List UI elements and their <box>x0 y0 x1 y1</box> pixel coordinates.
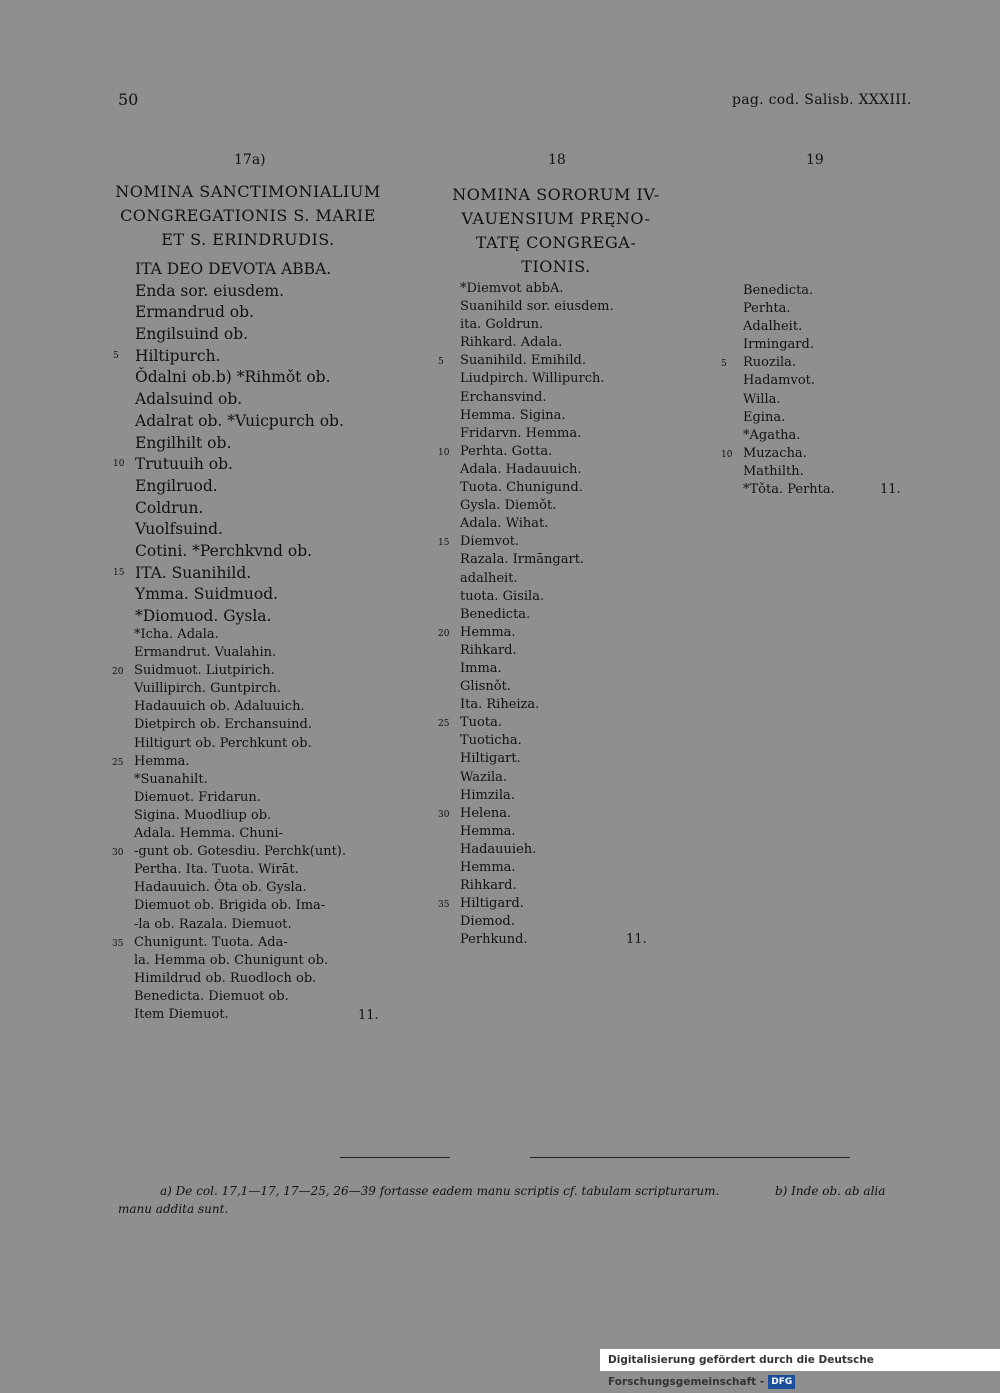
title-line: CONGREGATIONIS S. MARIE <box>120 206 376 225</box>
entry-text: Irmingard. <box>743 337 814 353</box>
list-item <box>743 410 835 428</box>
list-item <box>460 770 614 788</box>
entry-text: Tuota. <box>460 715 502 731</box>
list-item <box>460 661 614 679</box>
entry-text: Hemma. <box>460 624 516 640</box>
entry-text: -la ob. Razala. Diemuot. <box>134 916 292 932</box>
entry-text: Engilruod. <box>135 476 218 495</box>
entry-text: ita. Goldrun. <box>460 317 544 333</box>
list-item <box>113 563 344 586</box>
entry-text: Suidmuot. Liutpirich. <box>134 663 275 679</box>
entry-text: Trutuuih ob. <box>135 455 233 474</box>
list-item <box>460 788 614 806</box>
entry-text: Engilhilt ob. <box>135 433 232 452</box>
entry-text: Chunigunt. Tuota. Ada- <box>134 934 288 950</box>
list-item <box>135 282 344 304</box>
list-item <box>134 898 346 916</box>
entry-text: *Suanahilt. <box>134 771 208 787</box>
title-line: ET S. ERINDRUDIS. <box>161 230 335 249</box>
entry-text: Egina. <box>743 409 786 425</box>
line-number: 15 <box>113 567 125 578</box>
list-item <box>460 317 614 335</box>
entry-text: Glisnǒt. <box>460 679 511 695</box>
list-item <box>134 736 346 754</box>
list-item <box>438 534 614 552</box>
list-item <box>112 663 346 681</box>
list-item <box>743 482 835 500</box>
list-item <box>135 303 344 325</box>
list-item <box>460 751 614 769</box>
entry-text: Adala. Hemma. Chuni- <box>134 826 283 842</box>
entry-text: Hadamvot. <box>743 373 816 389</box>
list-item <box>460 679 614 697</box>
entry-text: Diemuot. Fridarun. <box>134 789 261 805</box>
list-item <box>460 371 614 389</box>
entry-text: Suanihild. Emihild. <box>460 353 586 369</box>
entry-text: Hemma. <box>460 823 516 839</box>
list-item <box>135 434 344 456</box>
list-item <box>743 464 835 482</box>
line-number: 20 <box>438 628 450 639</box>
list-item <box>743 373 835 391</box>
entry-text: Ita. Riheiza. <box>460 697 540 713</box>
list-item <box>134 627 346 645</box>
list-item <box>112 753 346 772</box>
entry-text: Helena. <box>460 805 512 821</box>
entry-text: Erchansvind. <box>460 389 547 405</box>
entry-text: Pertha. Ita. Tuota. Wirāt. <box>134 862 299 878</box>
list-item <box>743 301 835 319</box>
footnote-rule <box>340 1157 450 1158</box>
title-line: TATĘ CONGREGA- <box>475 233 637 252</box>
list-item <box>460 607 614 625</box>
list-item <box>460 842 614 860</box>
list-item <box>721 355 835 373</box>
list-item <box>134 917 346 935</box>
list-item <box>438 715 614 733</box>
entry-text: Sigina. Muodliup ob. <box>134 807 272 823</box>
entry-text: Cotini. *Perchkvnd ob. <box>135 541 313 560</box>
line-number: 35 <box>438 900 450 911</box>
column-17-total: 11. <box>358 1008 379 1023</box>
page-number: 50 <box>118 90 139 109</box>
list-item <box>134 1007 346 1025</box>
line-number: 5 <box>721 359 727 370</box>
entry-text: ITA. Suanihild. <box>135 563 252 582</box>
entry-text: Muzacha. <box>743 445 807 461</box>
list-item <box>460 516 614 534</box>
line-number: 10 <box>438 447 450 458</box>
line-number: 5 <box>113 350 119 361</box>
entry-text: Gysla. Diemǒt. <box>460 498 557 514</box>
entry-text: Hiltigurt ob. Perchkunt ob. <box>134 735 312 751</box>
line-number: 25 <box>112 757 124 768</box>
list-item <box>460 335 614 353</box>
entry-text: Vuolfsuind. <box>135 520 223 539</box>
entry-text: Diemvot. <box>460 534 520 550</box>
list-item <box>438 443 614 462</box>
list-item <box>721 445 835 464</box>
entry-text: Ymma. Suidmuod. <box>135 585 279 604</box>
entry-text: Engilsuind ob. <box>135 325 249 344</box>
column-17-title <box>108 180 388 252</box>
entry-text: *Diomuod. Gysla. <box>135 607 272 625</box>
title-line: NOMINA SORORUM IV- <box>452 185 660 204</box>
list-item <box>135 499 344 521</box>
list-item <box>134 772 346 790</box>
line-number: 35 <box>112 938 124 949</box>
entry-text: *Tǒta. Perhta. <box>743 482 835 498</box>
entry-text: Himzila. <box>460 787 515 803</box>
list-item <box>135 607 344 629</box>
title-line: TIONIS. <box>521 257 591 276</box>
list-item <box>460 932 614 950</box>
list-item <box>460 733 614 751</box>
list-item <box>460 462 614 480</box>
entry-text: Liudpirch. Willipurch. <box>460 371 605 387</box>
list-item <box>460 498 614 516</box>
footnote-b: b) Inde ob. ab alia <box>775 1184 886 1198</box>
entry-text: Benedicta. <box>743 283 814 298</box>
entry-text: Ermandrud ob. <box>135 303 254 322</box>
list-item <box>134 971 346 989</box>
line-number: 30 <box>438 809 450 820</box>
list-item <box>134 862 346 880</box>
list-item <box>460 914 614 932</box>
list-item <box>743 392 835 410</box>
entry-text: Hemma. <box>134 753 190 769</box>
list-item <box>134 808 346 826</box>
title-line: VAUENSIUM PRĘNO- <box>461 209 651 228</box>
entry-text: Adala. Hadauuich. <box>460 461 582 477</box>
entry-text: Tuoticha. <box>460 733 522 749</box>
column-19-total: 11. <box>880 482 901 497</box>
entry-text: Hemma. Sigina. <box>460 407 566 423</box>
list-item <box>134 681 346 699</box>
list-item <box>460 878 614 896</box>
entry-text: Tuota. Chunigund. <box>460 480 583 496</box>
entry-text: Himildrud ob. Ruodloch ob. <box>134 970 317 986</box>
list-item <box>460 480 614 498</box>
list-item <box>113 346 344 369</box>
list-item <box>134 717 346 735</box>
list-item <box>460 824 614 842</box>
list-item <box>135 390 344 412</box>
entry-text: Imma. <box>460 660 502 676</box>
list-item <box>460 860 614 878</box>
entry-text: ITA DEO DEVOTA ABBA. <box>135 260 332 278</box>
column-17-entries <box>113 260 344 629</box>
footnote-rule <box>530 1157 850 1158</box>
entry-text: Hadauuich ob. Adaluuich. <box>134 699 305 715</box>
list-item <box>135 260 344 282</box>
list-item <box>460 281 614 299</box>
list-item <box>134 826 346 844</box>
entry-text: la. Hemma ob. Chunigunt ob. <box>134 952 329 968</box>
entry-text: Hiltigart. <box>460 751 521 767</box>
list-item <box>134 790 346 808</box>
list-item <box>135 585 344 607</box>
list-item <box>460 408 614 426</box>
line-number: 15 <box>438 538 450 549</box>
list-item <box>460 299 614 317</box>
entry-text: Dietpirch ob. Erchansuind. <box>134 717 312 733</box>
entry-text: Enda sor. eiusdem. <box>135 281 285 300</box>
title-line: NOMINA SANCTIMONIALIUM <box>115 182 381 201</box>
entry-text: Adala. Wihat. <box>460 516 549 532</box>
list-item <box>460 697 614 715</box>
entry-text: Suanihild sor. eiusdem. <box>460 299 614 315</box>
entry-text: Ruozila. <box>743 355 797 371</box>
entry-text: adalheit. <box>460 570 518 586</box>
column-19-entries <box>721 283 835 500</box>
credit-text: Digitalisierung gefördert durch die Deutsche Forschungsgemeinschaft - <box>608 1354 874 1388</box>
list-item <box>438 805 614 824</box>
list-item <box>112 844 346 862</box>
entry-text: Perhkund. <box>460 932 528 948</box>
entry-text: Ermandrut. Vualahin. <box>134 645 277 661</box>
column-number-19: 19 <box>806 152 824 168</box>
entry-text: Rihkard. <box>460 878 517 894</box>
entry-text: tuota. Gisila. <box>460 588 545 604</box>
entry-text: Vuillipirch. Guntpirch. <box>134 681 282 697</box>
list-item <box>460 426 614 444</box>
entry-text: Hiltipurch. <box>135 346 221 365</box>
list-item <box>460 390 614 408</box>
entry-text: Hemma. <box>460 860 516 875</box>
column-18-entries <box>438 281 614 950</box>
entry-text: *Icha. Adala. <box>134 627 219 642</box>
column-number-18: 18 <box>548 152 566 168</box>
entry-text: Hiltigard. <box>460 896 524 912</box>
line-number: 25 <box>438 719 450 730</box>
list-item <box>460 571 614 589</box>
list-item <box>135 368 344 390</box>
entry-text: Diemuot ob. Brigida ob. Ima- <box>134 898 326 914</box>
list-item <box>438 624 614 643</box>
list-item <box>743 428 835 446</box>
list-item <box>438 353 614 371</box>
entry-text: Rihkard. Adala. <box>460 335 563 351</box>
entry-text: Adalrat ob. *Vuicpurch ob. <box>135 411 344 430</box>
entry-text: Diemod. <box>460 914 515 930</box>
entry-text: Benedicta. Diemuot ob. <box>134 988 289 1004</box>
column-18-title <box>436 183 676 279</box>
line-number: 30 <box>112 848 124 859</box>
entry-text: Razala. Irmāngart. <box>460 552 585 568</box>
entry-text: Hadauuich. Ǒta ob. Gysla. <box>134 880 307 896</box>
footnote-b-continued: manu addita sunt. <box>118 1202 229 1216</box>
entry-text: Fridarvn. Hemma. <box>460 425 582 441</box>
list-item <box>135 325 344 347</box>
list-item <box>135 542 344 564</box>
entry-text: Perhta. <box>743 301 791 317</box>
list-item <box>134 699 346 717</box>
list-item <box>134 953 346 971</box>
list-item <box>135 477 344 499</box>
list-item <box>134 645 346 663</box>
list-item <box>460 589 614 607</box>
entry-text: -gunt ob. Gotesdiu. Perchk(unt). <box>134 844 346 860</box>
list-item <box>135 412 344 434</box>
dfg-logo: DFG <box>768 1375 795 1389</box>
entry-text: Mathilth. <box>743 463 804 479</box>
entry-text: Adalsuind ob. <box>135 390 243 409</box>
line-number: 5 <box>438 357 444 368</box>
column-17-entries-small <box>112 627 346 1025</box>
list-item <box>743 337 835 355</box>
entry-text: Rihkard. <box>460 642 517 658</box>
entry-text: Item Diemuot. <box>134 1006 229 1022</box>
list-item <box>743 319 835 337</box>
footnote-a: a) De col. 17,1—17, 17—25, 26—39 fortasse eadem manu scriptis cf. tabulam scripturarum. <box>160 1184 720 1198</box>
list-item <box>743 283 835 301</box>
list-item <box>135 520 344 542</box>
list-item <box>112 934 346 953</box>
entry-text: *Agatha. <box>743 427 801 443</box>
column-18-total: 11. <box>626 932 647 947</box>
list-item <box>460 643 614 661</box>
entry-text: Ǒdalni ob.b) *Rihmǒt ob. <box>135 368 331 387</box>
list-item <box>134 989 346 1007</box>
entry-text: Benedicta. <box>460 606 531 622</box>
column-number-17: 17a) <box>234 152 266 168</box>
list-item <box>113 455 344 477</box>
list-item <box>460 552 614 570</box>
entry-text: Willa. <box>743 391 781 407</box>
line-number: 10 <box>113 459 125 470</box>
list-item <box>438 896 614 914</box>
entry-text: Perhta. Gotta. <box>460 443 553 459</box>
running-header: pag. cod. Salisb. XXXIII. <box>732 92 912 108</box>
entry-text: *Diemvot abbA. <box>460 281 564 296</box>
entry-text: Coldrun. <box>135 498 204 517</box>
list-item <box>134 880 346 898</box>
digitization-credit <box>600 1349 1000 1388</box>
entry-text: Wazila. <box>460 769 508 785</box>
line-number: 10 <box>721 449 733 460</box>
entry-text: Adalheit. <box>743 319 803 335</box>
line-number: 20 <box>112 667 124 678</box>
entry-text: Hadauuieh. <box>460 841 537 857</box>
